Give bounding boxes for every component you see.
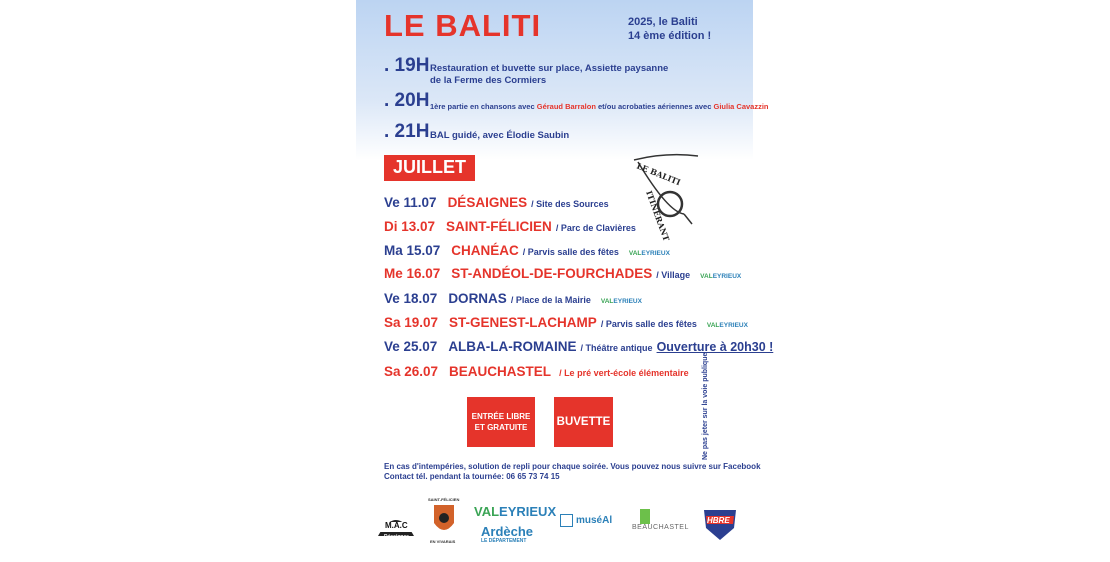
entry-free-box [467,397,535,447]
date-place: / Parc de Clavières [555,223,636,233]
edition-line-2: 14 ème édition ! [628,30,712,42]
sponsor-mac-logo [376,500,416,542]
valeyrieux-mini-val: VAL [628,250,642,257]
valeyrieux-mini-val: VAL [706,322,720,329]
valeyrieux-val: VAL [474,504,500,519]
date-row [384,218,636,236]
edition-note [628,15,711,43]
date-city: SAINT-FÉLICIEN [446,219,552,234]
date-day: Di 13.07 [384,219,436,234]
poster-title: LE BALITI [384,8,542,43]
valeyrieux-mini-eyrieux: EYRIEUX [613,298,642,305]
date-place: / Place de la Mairie [510,295,591,305]
hour-19-desc-line-2: de la Ferme des Cormiers [430,75,547,86]
beauchastel-icon [640,509,650,524]
hour-19: . 19H [384,55,430,76]
valeyrieux-mini-logo [629,250,670,257]
hour-20-desc-mid: et/ou acrobaties aériennes avec [595,102,714,111]
valeyrieux-mini-logo [700,273,741,280]
museal-text: muséAl [576,515,613,527]
sponsor-hbre-logo [700,506,740,542]
date-place: / Site des Sources [531,199,609,209]
saint-felicien-text: SAINT-FÉLICIEN [428,497,460,502]
valeyrieux-mini-eyrieux: EYRIEUX [719,322,748,329]
month-label: JUILLET [384,155,475,181]
sponsor-museal-logo [560,514,612,527]
mac-text: M.A.C [385,521,408,530]
date-row [384,363,689,381]
museal-icon [560,514,573,527]
valeyrieux-mini-val: VAL [700,273,713,280]
ardeche-sub: LE DÉPARTEMENT [481,538,527,544]
hbre-text: HBRE [707,516,730,525]
sponsor-beauchastel-logo: BEAUCHASTEL [632,524,689,531]
date-city: ALBA-LA-ROMAINE [448,339,577,354]
date-row [384,290,642,308]
date-day: Ve 18.07 [384,291,438,306]
hour-20-desc [430,101,769,113]
footer-line-1: En cas d'intempéries, solution de repli pour chaque soirée. Vous pouvez nous suivre sur Facebook [384,462,761,471]
buvette-box: BUVETTE [554,397,613,447]
entry-line-1: ENTRÉE LIBRE [471,412,531,421]
valeyrieux-mini-eyrieux: EYRIEUX [712,273,742,280]
valeyrieux-mini-logo [601,298,642,305]
valeyrieux-mini-eyrieux: EYRIEUX [641,250,670,257]
opening-note: Ouverture à 20h30 ! [656,340,774,354]
date-row [384,338,773,356]
hour-20: . 20H [384,90,430,111]
sponsor-saint-felicien-logo [428,497,462,547]
valeyrieux-mini-val: VAL [600,298,614,305]
date-day: Me 16.07 [384,266,441,281]
hour-19-desc [430,63,668,87]
date-place: / Le pré vert-école élémentaire [559,368,689,378]
date-row [384,194,609,212]
date-city: BEAUCHASTEL [449,364,552,379]
date-city: ST-ANDÉOL-DE-FOURCHADES [451,266,653,281]
valeyrieux-eyrieux: EYRIEUX [499,504,557,519]
hour-20-desc-pre: 1ère partie en chansons avec [430,102,537,111]
svg-text:LE BALITI: LE BALITI [635,160,683,188]
date-row [384,242,670,260]
sponsor-valeyrieux-logo [474,504,556,519]
date-day: Ve 11.07 [384,195,437,210]
litter-note: Ne pas jeter sur la voie publique [702,352,709,460]
date-place: / Parvis salle des fêtes [600,319,697,329]
date-day: Ve 25.07 [384,339,438,354]
date-city: DORNAS [448,291,507,306]
entry-line-2: ET GRATUITE [474,423,528,432]
date-city: ST-GENEST-LACHAMP [449,315,597,330]
footer-line-2: Contact tél. pendant la tournée: 06 65 73 74 15 [384,472,560,481]
hour-21-desc: BAL guidé, avec Élodie Saubin [430,130,570,141]
date-city: CHANÉAC [451,243,519,258]
date-city: DÉSAIGNES [447,195,528,210]
valeyrieux-mini-logo [707,322,748,329]
date-row [384,314,748,332]
hour-19-desc-line-1: Restauration et buvette sur place, Assiette paysanne [430,63,669,74]
artist-giulia: Giulia Cavazzin [713,102,769,111]
sponsor-ardeche-logo: Ardèche [481,524,534,539]
svg-text:ITINERANT: ITINERANT [644,189,672,243]
date-place: / Village [656,270,691,280]
date-place: / Théâtre antique [580,343,653,353]
date-row [384,265,741,283]
date-day: Sa 19.07 [384,315,439,330]
baliti-itinerant-logo [628,152,704,243]
date-day: Sa 26.07 [384,364,439,379]
date-day: Ma 15.07 [384,243,441,258]
poster [356,0,774,562]
date-place: / Parvis salle des fêtes [522,247,619,257]
mac-sub: Désaignes [384,534,410,540]
hour-21: . 21H [384,121,430,142]
edition-line-1: 2025, le Baliti [628,16,698,28]
saint-felicien-sub: EN VIVARAIS [430,539,456,544]
artist-geraud: Géraud Barralon [536,102,596,111]
